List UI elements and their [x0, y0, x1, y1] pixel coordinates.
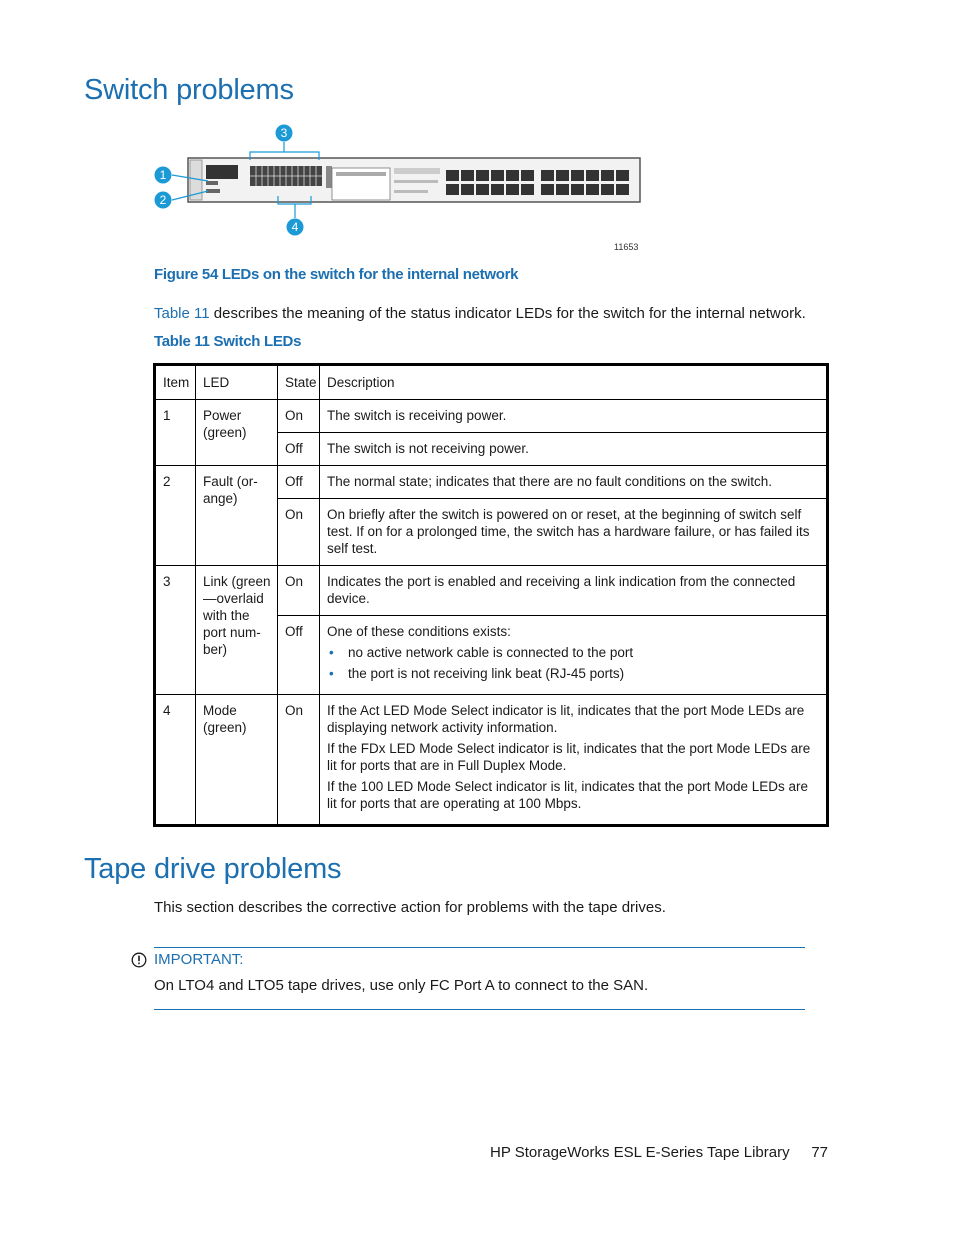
- footer-title: HP StorageWorks ESL E-Series Tape Library: [490, 1144, 790, 1161]
- header-led: LED: [196, 365, 278, 400]
- header-state: State: [278, 365, 320, 400]
- table-header-row: [155, 365, 828, 400]
- important-label: IMPORTANT:: [154, 951, 244, 968]
- table-row: [155, 695, 828, 826]
- page-footer: [490, 1144, 828, 1161]
- important-text: On LTO4 and LTO5 tape drives, use only FC Port A to connect to the SAN.: [154, 977, 649, 994]
- list-item: • the port is not receiving link beat (RJ-45 ports): [327, 665, 820, 682]
- state-cell: On: [278, 400, 320, 433]
- switch-leds-table: [153, 363, 829, 827]
- condition-list: [327, 644, 820, 682]
- table-caption: Table 11 Switch LEDs: [154, 333, 302, 350]
- led-cell: Link (green—overlaid with the port num-ber): [196, 566, 278, 695]
- state-cell: Off: [278, 466, 320, 499]
- description-cell: [320, 616, 828, 695]
- state-cell: On: [278, 499, 320, 566]
- table-row: [155, 400, 828, 433]
- description-lead: One of these conditions exists:: [327, 624, 511, 639]
- callout-4-label: 4: [291, 220, 299, 234]
- figure-caption: Figure 54 LEDs on the switch for the internal network: [154, 266, 519, 283]
- description-paragraph: If the FDx LED Mode Select indicator is lit, indicates that the port Mode LEDs are lit for ports that are in Full Duplex Mode.: [327, 741, 811, 773]
- description-paragraph: If the Act LED Mode Select indicator is lit, indicates that the port Mode LEDs are displaying network activity information.: [327, 703, 805, 735]
- callout-2-label: 2: [159, 193, 167, 207]
- item-cell: 4: [155, 695, 196, 826]
- header-description: Description: [320, 365, 828, 400]
- description-cell: [320, 695, 828, 826]
- table-row: [155, 566, 828, 616]
- callout-3-label: 3: [280, 126, 288, 140]
- figure-id-number: 11653: [614, 242, 639, 252]
- header-item: Item: [155, 365, 196, 400]
- description-cell: On briefly after the switch is powered on or reset, at the beginning of switch self test. If on for a prolonged time, the switch has a hardware failure, or has failed its self test.: [320, 499, 828, 566]
- description-paragraph: If the 100 LED Mode Select indicator is lit, indicates that the port Mode LEDs are lit for ports that are operating at 100 Mbps.: [327, 779, 809, 811]
- state-cell: Off: [278, 433, 320, 466]
- state-cell: Off: [278, 616, 320, 695]
- item-cell: 3: [155, 566, 196, 695]
- switch-led-figure: [150, 118, 650, 258]
- table-cross-reference-link[interactable]: Table 11: [154, 305, 210, 322]
- description-cell: The switch is receiving power.: [320, 400, 828, 433]
- switch-illustration: [150, 118, 650, 258]
- callout-1-label: 1: [159, 168, 167, 182]
- intro-paragraph: [154, 305, 806, 322]
- table-row: [155, 466, 828, 499]
- exclamation-circle-icon: [131, 952, 147, 968]
- led-cell: Fault (or-ange): [196, 466, 278, 566]
- led-cell: Mode (green): [196, 695, 278, 826]
- led-cell: Power (green): [196, 400, 278, 466]
- description-cell: The switch is not receiving power.: [320, 433, 828, 466]
- page-number: 77: [811, 1144, 828, 1161]
- intro-text: describes the meaning of the status indicator LEDs for the switch for the internal network.: [209, 305, 806, 322]
- description-cell: Indicates the port is enabled and receiving a link indication from the connected device.: [320, 566, 828, 616]
- important-notice: [131, 951, 243, 968]
- list-item: • no active network cable is connected to the port: [327, 644, 820, 661]
- important-top-rule: [154, 947, 805, 948]
- section-title-tape-drive-problems: Tape drive problems: [84, 853, 342, 885]
- state-cell: On: [278, 695, 320, 826]
- section-body-text: This section describes the corrective action for problems with the tape drives.: [154, 899, 666, 916]
- item-cell: 1: [155, 400, 196, 466]
- section-title-switch-problems: Switch problems: [84, 74, 294, 106]
- item-cell: 2: [155, 466, 196, 566]
- state-cell: On: [278, 566, 320, 616]
- important-bottom-rule: [154, 1009, 805, 1010]
- description-cell: The normal state; indicates that there are no fault conditions on the switch.: [320, 466, 828, 499]
